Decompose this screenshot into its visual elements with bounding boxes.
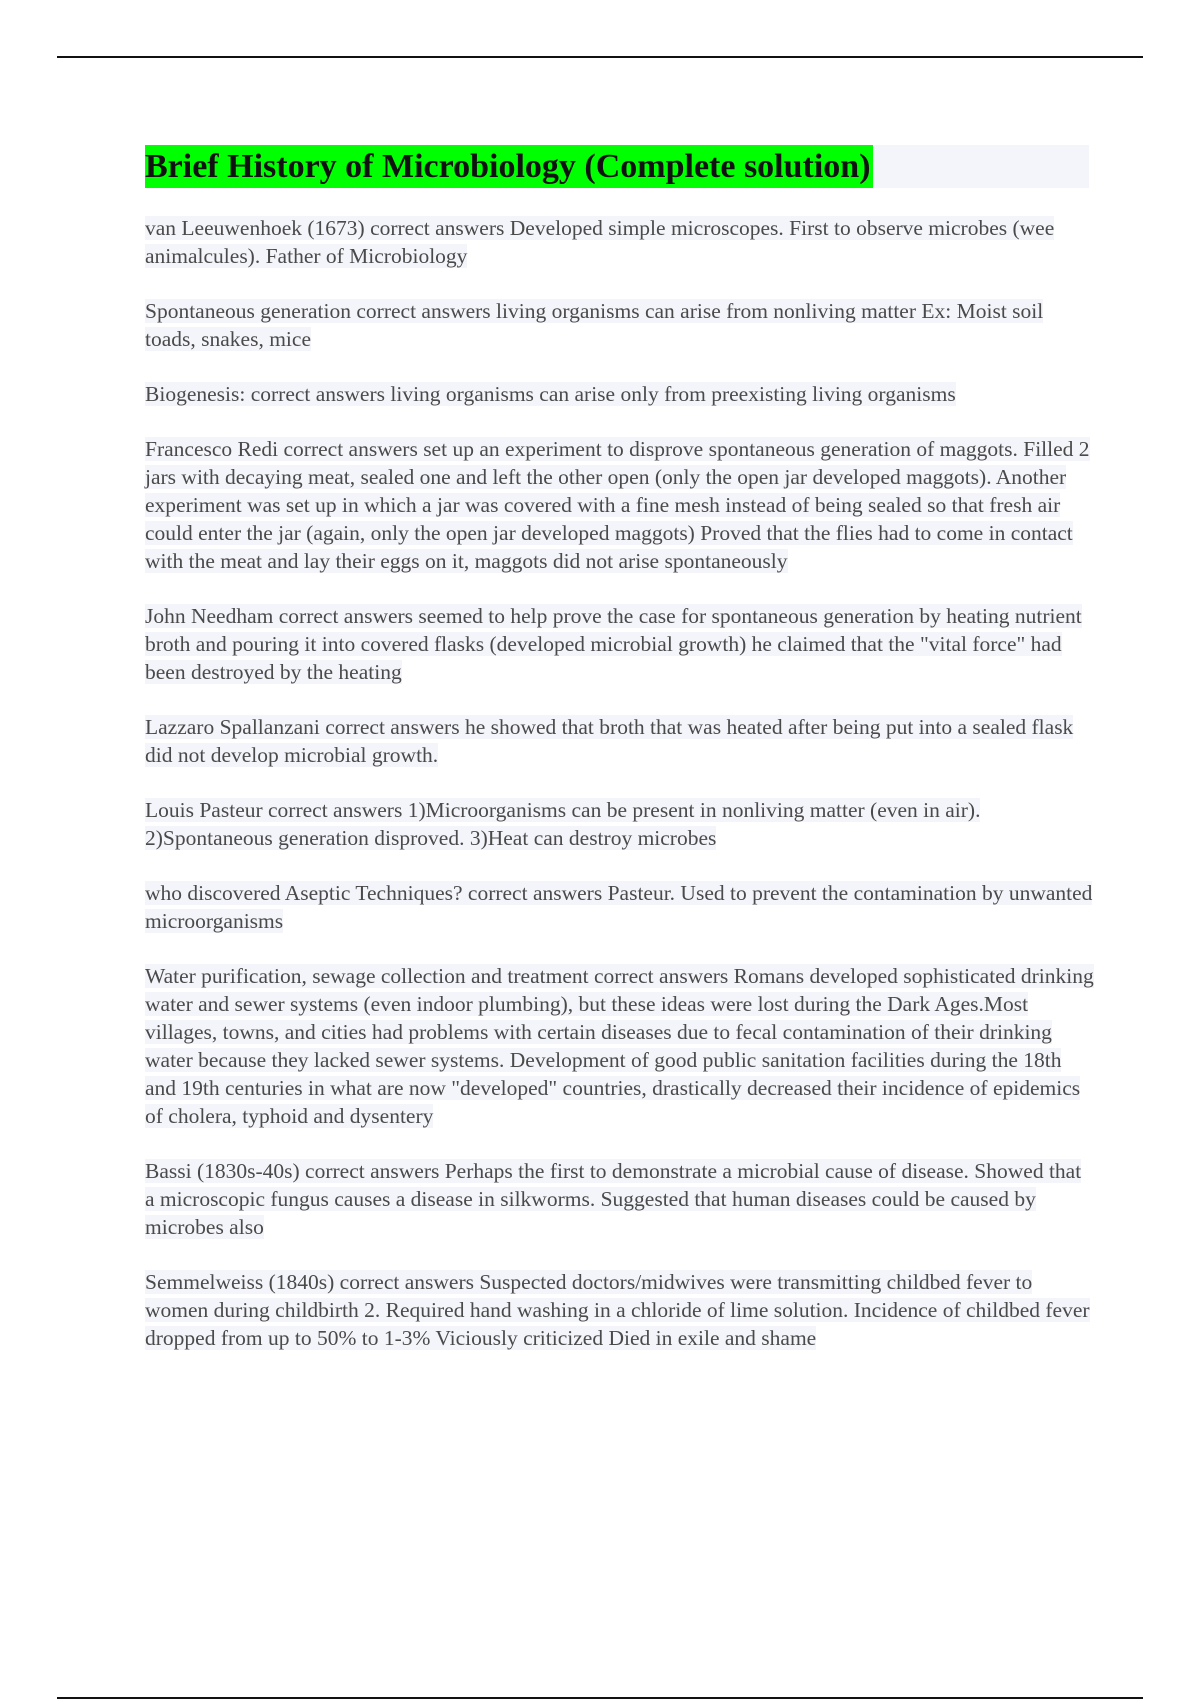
entry-aseptic-techniques [145,879,1095,935]
document-title: Brief History of Microbiology (Complete solution) [145,145,873,188]
entry-louis-pasteur [145,796,1095,852]
entry-text: who discovered Aseptic Techniques? correct answers Pasteur. Used to prevent the contamination by unwanted microorganisms [145,881,1093,933]
entry-text: Louis Pasteur correct answers 1)Microorganisms can be present in nonliving matter (even in air). 2)Spontaneous generation disproved. 3)Heat can destroy microbes [145,798,981,850]
entry-spontaneous-generation [145,297,1095,353]
entry-van-leeuwenhoek [145,214,1095,270]
entry-text: Bassi (1830s-40s) correct answers Perhaps the first to demonstrate a microbial cause of disease. Showed that a microscopic fungus causes a disease in silkworms. Suggested that human diseases could be caused by microbes also [145,1159,1082,1239]
entry-text: Biogenesis: correct answers living organisms can arise only from preexisting living organisms [145,382,956,406]
entry-biogenesis [145,380,1095,408]
entry-bassi [145,1157,1095,1241]
entry-semmelweiss [145,1268,1095,1352]
entry-text: Francesco Redi correct answers set up an experiment to disprove spontaneous generation of maggots. Filled 2 jars with decaying meat, sealed one and left the other open (only the open jar developed maggots). Another experiment was set up in which a jar was covered with a fine mesh instead of being sealed so that fresh air could enter the jar (again, only the open jar developed maggots) Proved that the flies had to come in contact with the meat and lay their eggs on it, maggots did not arise spontaneously [145,437,1090,573]
entry-francesco-redi [145,435,1095,575]
entry-text: Semmelweiss (1840s) correct answers Suspected doctors/midwives were transmitting childbed fever to women during childbirth 2. Required hand washing in a chloride of lime solution. Incidence of childbed fever dropped from up to 50% to 1-3% Viciously criticized Died in exile and shame [145,1270,1090,1350]
bottom-divider-line [57,1697,1143,1699]
entry-water-purification [145,962,1095,1130]
entry-text: John Needham correct answers seemed to help prove the case for spontaneous generation by heating nutrient broth and pouring it into covered flasks (developed microbial growth) he claimed that the "vital force" had been destroyed by the heating [145,604,1082,684]
entry-text: Spontaneous generation correct answers living organisms can arise from nonliving matter Ex: Moist soil toads, snakes, mice [145,299,1044,351]
entry-lazzaro-spallanzani [145,713,1095,769]
entry-list [145,214,1095,1379]
entry-john-needham [145,602,1095,686]
entry-text: van Leeuwenhoek (1673) correct answers Developed simple microscopes. First to observe microbes (wee animalcules). Father of Microbiology [145,216,1055,268]
top-divider-line [57,56,1143,58]
entry-text: Water purification, sewage collection and treatment correct answers Romans developed sophisticated drinking water and sewer systems (even indoor plumbing), but these ideas were lost during the Dark Ages.Most villages, towns, and cities had problems with certain diseases due to fecal contamination of their drinking water because they lacked sewer systems. Development of good public sanitation facilities during the 18th and 19th centuries in what are now "developed" countries, drastically decreased their incidence of epidemics of cholera, typhoid and dysentery [145,964,1094,1128]
entry-text: Lazzaro Spallanzani correct answers he showed that broth that was heated after being put into a sealed flask did not develop microbial growth. [145,715,1074,767]
